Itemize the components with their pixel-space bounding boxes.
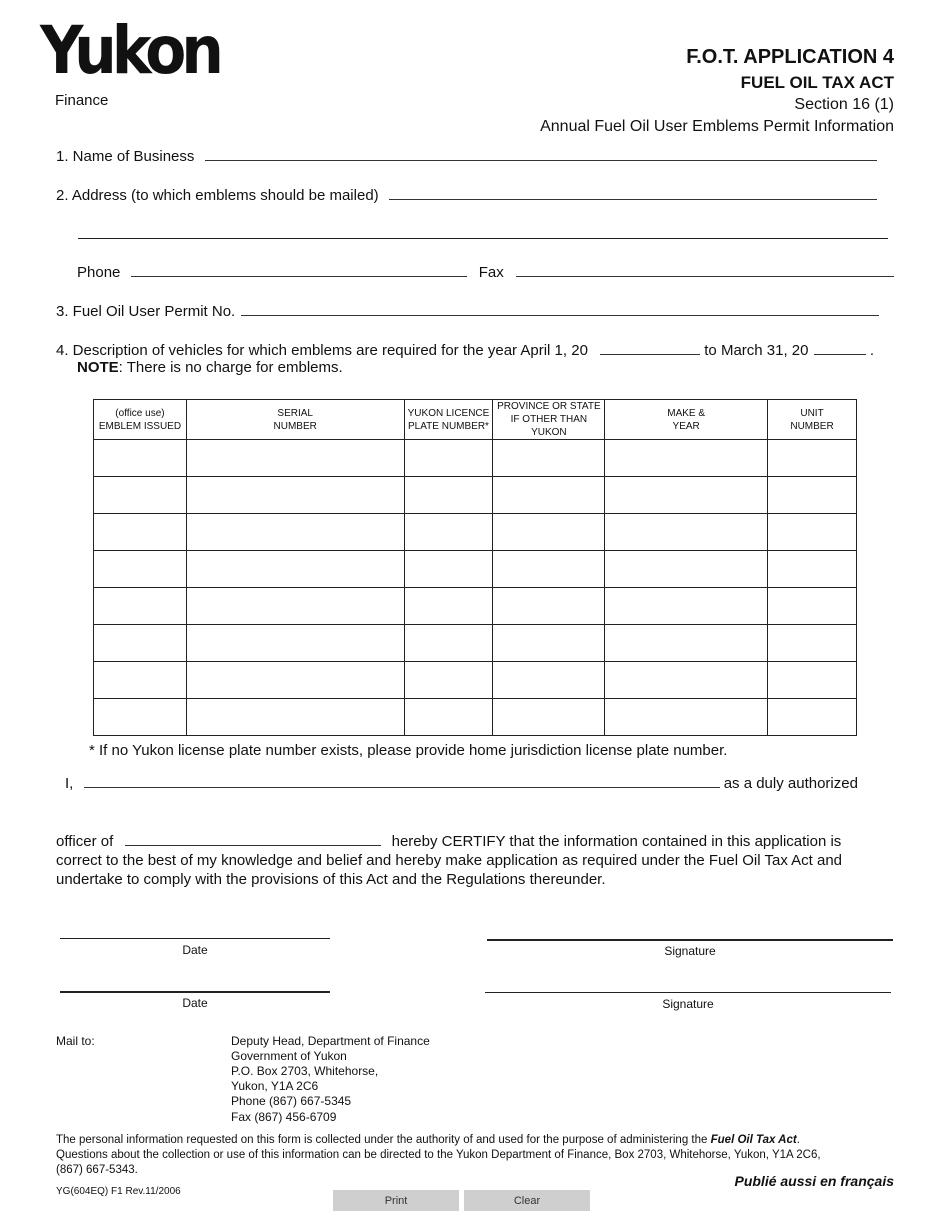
form-title: F.O.T. APPLICATION 4: [686, 46, 894, 68]
emblem-issued-cell[interactable]: [94, 588, 187, 625]
emblem-issued-cell[interactable]: [94, 551, 187, 588]
section-ref: Section 16 (1): [794, 96, 894, 113]
vehicle-table-body: [94, 440, 857, 736]
make-year-cell[interactable]: [605, 625, 768, 662]
unit-number-cell[interactable]: [768, 477, 857, 514]
unit-number-cell[interactable]: [768, 440, 857, 477]
serial-number-cell[interactable]: [186, 662, 404, 699]
department-name: Finance: [55, 92, 109, 109]
province-state-cell[interactable]: [493, 588, 605, 625]
q4-label: 4. Description of vehicles for which emblems are required for the year April 1, 20: [56, 342, 588, 359]
q1-row: [56, 148, 877, 165]
serial-number-cell[interactable]: [186, 551, 404, 588]
officer-of-label: officer of: [56, 833, 114, 850]
mail-line: Deputy Head, Department of Finance: [231, 1034, 430, 1048]
q1-label: 1. Name of Business: [56, 148, 195, 165]
note-text: : There is no charge for emblems.: [118, 359, 343, 376]
mail-line: Phone (867) 667-5345: [231, 1094, 352, 1108]
table-row: [94, 699, 857, 736]
mail-line: Fax (867) 456-6709: [231, 1110, 337, 1124]
emblem-issued-cell[interactable]: [94, 514, 187, 551]
signature-label-2: Signature: [662, 997, 714, 1011]
province-state-cell[interactable]: [493, 662, 605, 699]
vehicle-table: [93, 399, 857, 736]
date-label-1: Date: [182, 943, 208, 957]
make-year-cell[interactable]: [605, 440, 768, 477]
act-name: FUEL OIL TAX ACT: [740, 73, 894, 92]
address-field-1[interactable]: [389, 187, 877, 200]
q3-row: [56, 303, 879, 320]
make-year-cell[interactable]: [605, 477, 768, 514]
officer-row: [56, 833, 841, 850]
make-year-cell[interactable]: [605, 662, 768, 699]
unit-number-cell[interactable]: [768, 551, 857, 588]
form-subtitle: Annual Fuel Oil User Emblems Permit Information: [540, 118, 894, 135]
note-label: NOTE: [77, 359, 119, 376]
province-state-cell[interactable]: [493, 699, 605, 736]
table-row: [94, 440, 857, 477]
province-state-cell[interactable]: [493, 625, 605, 662]
address-field-2[interactable]: [78, 238, 888, 239]
serial-number-cell[interactable]: [186, 625, 404, 662]
signature-line-2[interactable]: [485, 992, 891, 993]
serial-number-cell[interactable]: [186, 440, 404, 477]
certifier-name-field[interactable]: [84, 775, 720, 788]
date-label-2: Date: [182, 996, 208, 1010]
table-row: [94, 477, 857, 514]
french-notice: Publié aussi en français: [734, 1173, 894, 1189]
serial-number-cell[interactable]: [186, 699, 404, 736]
table-header-row: [94, 400, 857, 440]
table-row: [94, 588, 857, 625]
privacy-notice: The personal information requested on this form is collected under the authority of and used for the purpose of administering the Fuel Oil Tax Act. Questions about the collection or use of this information can be directed to the Yukon Department of Finance, Box 2703, Whitehorse, Yukon, Y1A 2C6, (867) 667-5343.: [56, 1134, 821, 1176]
q4-period: .: [869, 342, 875, 359]
mail-line: Yukon, Y1A 2C6: [231, 1079, 319, 1093]
end-year-field[interactable]: [814, 342, 866, 355]
certify-row: [65, 775, 858, 792]
make-year-cell[interactable]: [605, 514, 768, 551]
certify-text-1: hereby CERTIFY that the information contained in this application is: [391, 833, 842, 850]
table-row: [94, 514, 857, 551]
province-state-cell[interactable]: [493, 440, 605, 477]
unit-number-cell[interactable]: [768, 514, 857, 551]
certify-text-2: correct to the best of my knowledge and belief and hereby make application as required under the Fuel Oil Tax Act and: [56, 852, 843, 869]
clear-button[interactable]: Clear: [464, 1190, 590, 1211]
q2-label: 2. Address (to which emblems should be mailed): [56, 187, 379, 204]
province-state-cell[interactable]: [493, 551, 605, 588]
emblem-issued-cell[interactable]: [94, 699, 187, 736]
licence-plate-cell[interactable]: [404, 514, 493, 551]
organization-field[interactable]: [125, 833, 381, 846]
licence-plate-cell[interactable]: [404, 440, 493, 477]
signature-label-1: Signature: [664, 944, 716, 958]
serial-number-cell[interactable]: [186, 588, 404, 625]
q2-row: [56, 187, 877, 204]
q3-label: 3. Fuel Oil User Permit No.: [56, 303, 236, 320]
col-make-year: MAKE & YEAR: [605, 400, 768, 440]
mail-to-label: Mail to:: [56, 1034, 95, 1048]
phone-field[interactable]: [131, 264, 467, 277]
q4-row: [56, 342, 874, 359]
emblem-issued-cell[interactable]: [94, 440, 187, 477]
plate-footnote: * If no Yukon license plate number exists, please provide home jurisdiction license plate number.: [89, 742, 728, 759]
certify-i: I,: [65, 775, 74, 792]
col-licence-plate: YUKON LICENCE PLATE NUMBER*: [404, 400, 493, 440]
make-year-cell[interactable]: [605, 551, 768, 588]
unit-number-cell[interactable]: [768, 662, 857, 699]
start-year-field[interactable]: [600, 342, 700, 355]
form-code: YG(604EQ) F1 Rev.11/2006: [56, 1186, 181, 1197]
licence-plate-cell[interactable]: [404, 625, 493, 662]
emblem-issued-cell[interactable]: [94, 477, 187, 514]
yukon-logo: Yukon: [40, 12, 220, 90]
phone-row: [77, 264, 894, 281]
certify-authorized: as a duly authorized: [723, 775, 858, 792]
business-name-field[interactable]: [205, 148, 877, 161]
signature-line-1[interactable]: [487, 939, 893, 941]
emblem-issued-cell[interactable]: [94, 662, 187, 699]
mail-line: P.O. Box 2703, Whitehorse,: [231, 1064, 379, 1078]
phone-label: Phone: [77, 264, 121, 281]
serial-number-cell[interactable]: [186, 477, 404, 514]
fax-label: Fax: [478, 264, 504, 281]
col-serial-number: SERIAL NUMBER: [186, 400, 404, 440]
col-emblem-issued: (office use) EMBLEM ISSUED: [94, 400, 187, 440]
licence-plate-cell[interactable]: [404, 699, 493, 736]
note-row: [77, 359, 343, 376]
province-state-cell[interactable]: [493, 514, 605, 551]
col-province-state: PROVINCE OR STATE IF OTHER THAN YUKON: [493, 400, 605, 440]
licence-plate-cell[interactable]: [404, 662, 493, 699]
date-line-1[interactable]: [60, 938, 330, 939]
unit-number-cell[interactable]: [768, 699, 857, 736]
date-line-2[interactable]: [60, 991, 330, 993]
q4-to-label: to March 31, 20: [704, 342, 809, 359]
print-button[interactable]: Print: [333, 1190, 459, 1211]
licence-plate-cell[interactable]: [404, 477, 493, 514]
province-state-cell[interactable]: [493, 477, 605, 514]
table-row: [94, 662, 857, 699]
licence-plate-cell[interactable]: [404, 588, 493, 625]
mail-line: Government of Yukon: [231, 1049, 347, 1063]
emblem-issued-cell[interactable]: [94, 625, 187, 662]
make-year-cell[interactable]: [605, 588, 768, 625]
certify-text-3: undertake to comply with the provisions of this Act and the Regulations thereunder.: [56, 871, 606, 888]
make-year-cell[interactable]: [605, 699, 768, 736]
licence-plate-cell[interactable]: [404, 551, 493, 588]
table-row: [94, 551, 857, 588]
fax-field[interactable]: [516, 264, 894, 277]
serial-number-cell[interactable]: [186, 514, 404, 551]
unit-number-cell[interactable]: [768, 588, 857, 625]
permit-number-field[interactable]: [241, 303, 879, 316]
col-unit-number: UNIT NUMBER: [768, 400, 857, 440]
privacy-act-name: Fuel Oil Tax Act: [710, 1134, 797, 1146]
unit-number-cell[interactable]: [768, 625, 857, 662]
table-row: [94, 625, 857, 662]
mail-address: [231, 1034, 430, 1125]
